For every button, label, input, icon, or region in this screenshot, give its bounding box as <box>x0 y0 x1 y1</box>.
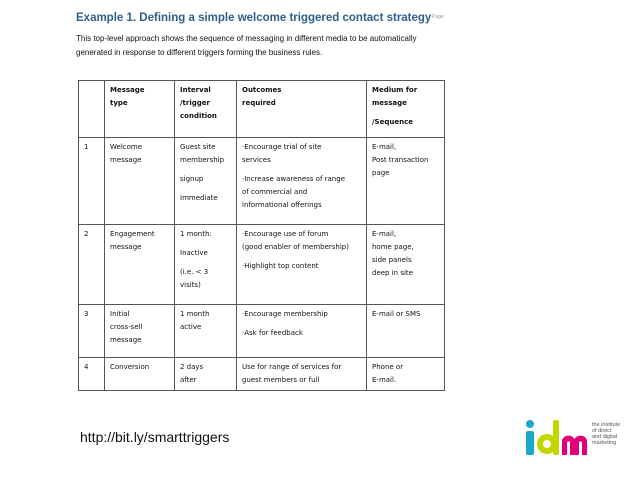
medium-cell <box>367 138 445 225</box>
logo-i-dot <box>526 420 534 428</box>
cell-line: message <box>110 243 142 251</box>
document-title: Example 1. Defining a simple welcome triggered contact strategy <box>76 12 432 24</box>
cell-line: Inactive <box>180 249 208 257</box>
cell-line: E-mail. <box>372 376 397 384</box>
medium-cell <box>367 305 445 358</box>
cell-line: Phone or <box>372 363 404 371</box>
row-number: 1 <box>79 138 105 225</box>
cell-line: after <box>180 376 197 384</box>
cell-line: Initial <box>110 310 130 318</box>
cell-line: informational offerings <box>242 201 322 209</box>
cell-line: ·Encourage use of forum <box>242 230 329 238</box>
logo-m-right <box>574 436 587 455</box>
row-number: 3 <box>79 305 105 358</box>
table-row <box>79 138 445 225</box>
logo-tagline-line: and digital <box>592 434 618 440</box>
cell-line: 1 month <box>180 310 210 318</box>
interval-cell <box>175 138 237 225</box>
cell-line: ·Ask for feedback <box>242 329 303 337</box>
cell-line: page <box>372 169 390 177</box>
table-row <box>79 305 445 358</box>
header-line: Message <box>110 86 145 94</box>
logo-tagline-line: of direct <box>592 428 612 434</box>
cell-line: Guest site <box>180 143 216 151</box>
cell-line: services <box>242 156 271 164</box>
header-line: /trigger <box>180 99 210 107</box>
header-line: message <box>372 99 407 107</box>
cell-line: deep in site <box>372 269 413 277</box>
cell-line: active <box>180 323 202 331</box>
outcomes-cell <box>237 305 367 358</box>
header-line: Medium for <box>372 86 418 94</box>
logo-tagline-line: the institute <box>592 422 621 428</box>
header-line: /Sequence <box>372 118 413 126</box>
cell-line: 2 days <box>180 363 204 371</box>
cell-line: Immediate <box>180 194 218 202</box>
page-corner-mark: Page <box>432 14 444 20</box>
header-line: required <box>242 99 276 107</box>
cell-line: (i.e. < 3 <box>180 268 209 276</box>
cell-line: cross-sell <box>110 323 143 331</box>
row-number: 4 <box>79 358 105 391</box>
logo-d-counter <box>543 440 551 448</box>
cell-line: Welcome <box>110 143 143 151</box>
cell-line: ·Encourage membership <box>242 310 328 318</box>
idm-logo-mark <box>524 416 590 460</box>
cell-line: of commercial and <box>242 188 308 196</box>
cell-line: Use for range of services for <box>242 363 342 371</box>
medium-cell <box>367 358 445 391</box>
cell-line: E-mail, <box>372 143 397 151</box>
logo-tagline-line: marketing <box>592 440 617 446</box>
document-intro: This top-level approach shows the sequence of messaging in different media to be automatically generated in response to different triggers forming the business rules. <box>76 34 417 57</box>
message-type-cell <box>105 225 175 305</box>
table-row <box>79 225 445 305</box>
cell-line: 1 month: <box>180 230 212 238</box>
header-medium <box>367 81 445 138</box>
interval-cell <box>175 358 237 391</box>
cell-line: membership <box>180 156 225 164</box>
smarttriggers-link[interactable]: http://bit.ly/smarttriggers <box>80 429 230 445</box>
document-scan <box>72 8 450 412</box>
medium-cell <box>367 225 445 305</box>
header-line: Outcomes <box>242 86 282 94</box>
cell-line: Engagement <box>110 230 155 238</box>
cell-line: message <box>110 336 142 344</box>
cell-line: home page, <box>372 243 414 251</box>
table-row <box>79 358 445 391</box>
cell-line: E-mail or SMS <box>372 310 421 318</box>
interval-cell <box>175 305 237 358</box>
cell-line: ·Highlight top content <box>242 262 319 270</box>
header-message-type <box>105 81 175 138</box>
message-type-cell <box>105 358 175 391</box>
logo-d-stem <box>553 420 559 455</box>
outcomes-cell <box>237 358 367 391</box>
outcomes-cell <box>237 138 367 225</box>
header-line: Interval <box>180 86 211 94</box>
header-interval <box>175 81 237 138</box>
message-type-cell <box>105 138 175 225</box>
table-header-row <box>79 81 445 138</box>
cell-line: visits) <box>180 281 201 289</box>
outcomes-cell <box>237 225 367 305</box>
cell-line: (good enabler of membership) <box>242 243 349 251</box>
header-line: condition <box>180 112 217 120</box>
message-type-cell <box>105 305 175 358</box>
cell-line: ·Increase awareness of range <box>242 175 345 183</box>
cell-line: Conversion <box>110 363 150 371</box>
header-line: type <box>110 99 128 107</box>
cell-line: Post transaction <box>372 156 429 164</box>
contact-strategy-table <box>78 80 445 391</box>
cell-line: message <box>110 156 142 164</box>
row-number: 2 <box>79 225 105 305</box>
cell-line: E-mail, <box>372 230 397 238</box>
interval-cell <box>175 225 237 305</box>
cell-line: guest members or full <box>242 376 320 384</box>
idm-logo <box>524 416 630 460</box>
logo-i-stem <box>526 431 534 455</box>
header-outcomes <box>237 81 367 138</box>
logo-tagline <box>592 422 620 446</box>
cell-line: signup <box>180 175 204 183</box>
logo-m-left <box>562 436 575 455</box>
header-number <box>79 81 105 138</box>
cell-line: side panels <box>372 256 412 264</box>
cell-line: ·Encourage trial of site <box>242 143 322 151</box>
